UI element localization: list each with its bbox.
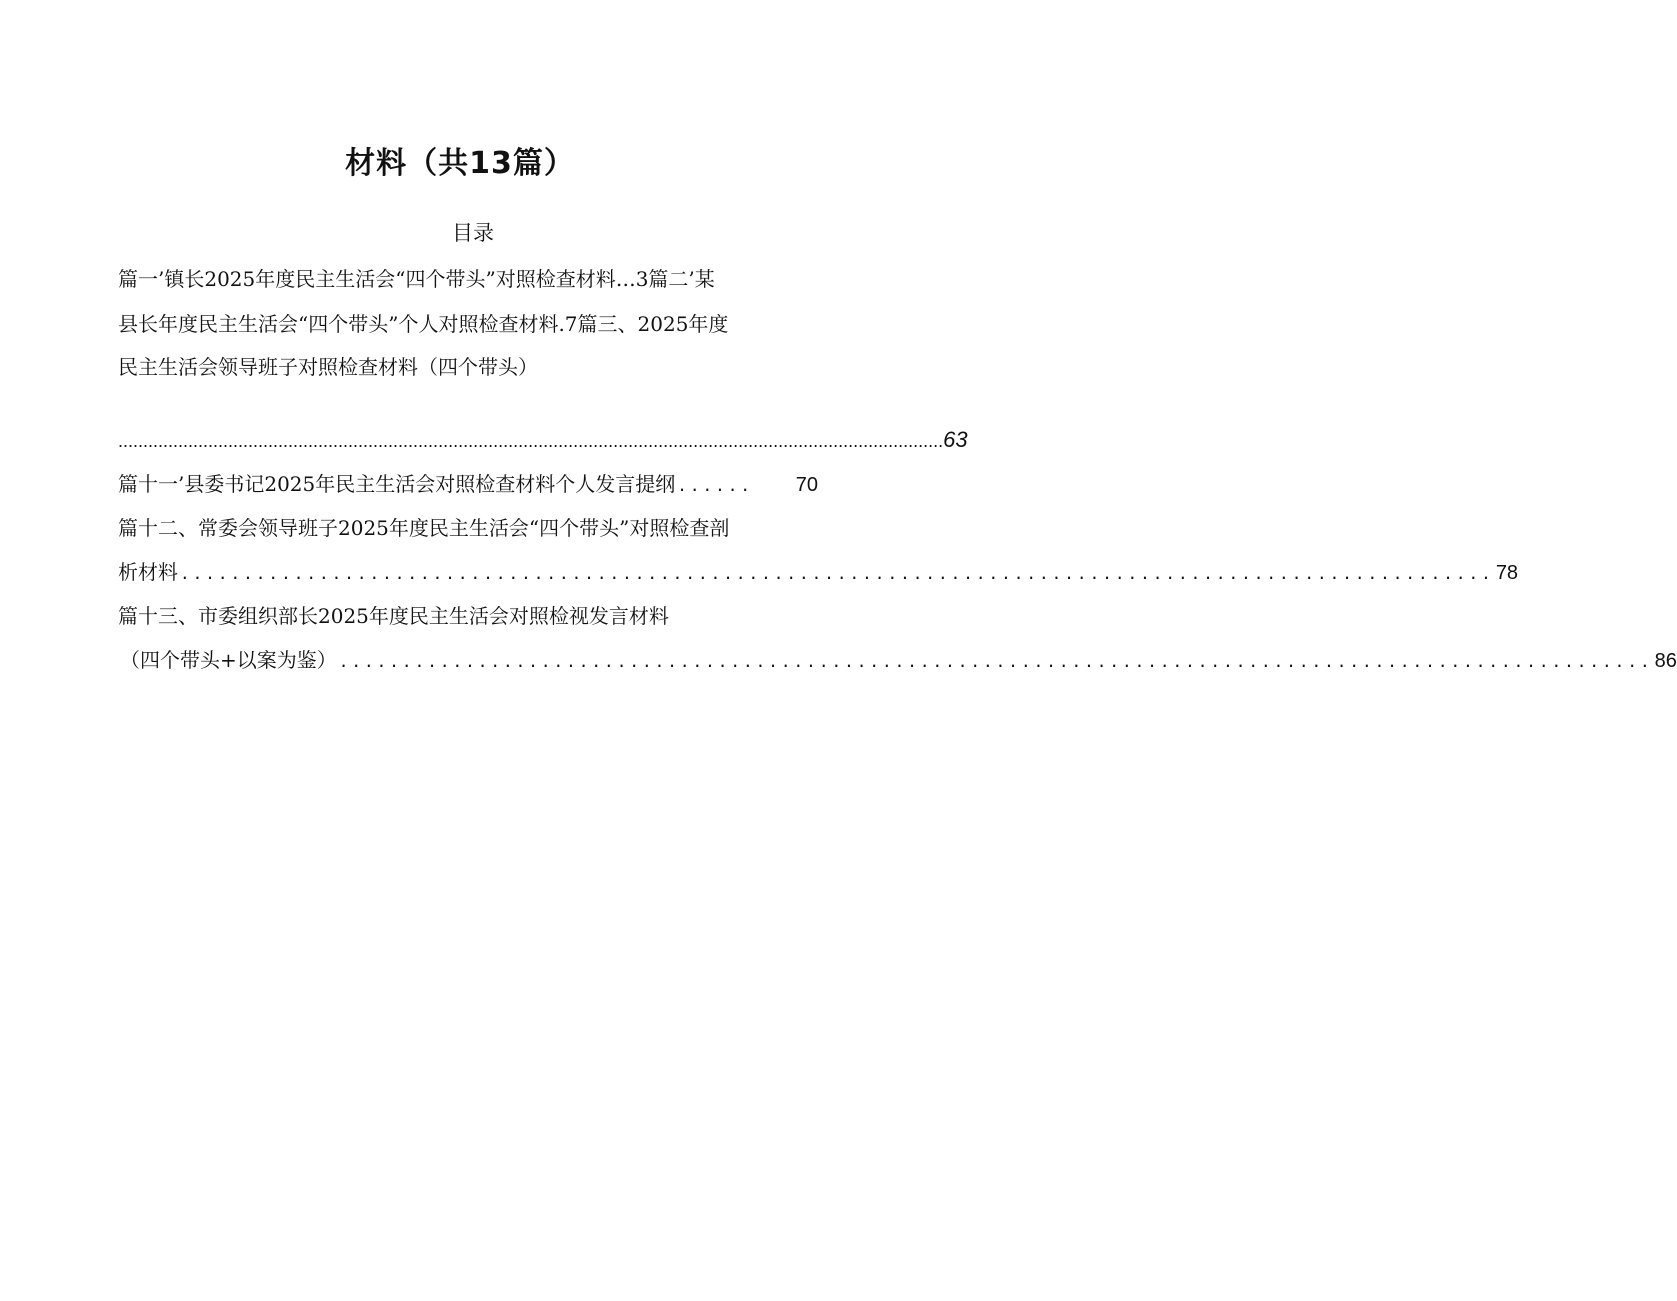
- dot-leader: ......: [677, 476, 754, 495]
- toc-block-page-number: 63: [943, 427, 968, 452]
- dot-leader: ........................................................................................................: [338, 652, 1653, 671]
- toc-entry-13-label-line-2: （四个带头+以案为鉴）: [120, 648, 337, 672]
- toc-block-line-3: 民主生活会领导班子对照检查材料（四个带头）: [118, 355, 538, 379]
- toc-entry-13-page: 86: [1654, 650, 1677, 672]
- toc-entry-13-line-1: 篇十三、市委组织部长2025年度民主生活会对照检视发言材料: [118, 604, 669, 628]
- toc-heading: 目录: [452, 221, 494, 245]
- toc-entry-12-leader-row: [118, 558, 1519, 588]
- toc-entry-11-page: 70: [795, 474, 818, 496]
- dot-leader: .....................................................................................................................................................................: [118, 431, 944, 451]
- toc-block-line-2: 县长年度民主生活会“四个带头”个人对照检查材料.7篇三、2025年度: [118, 312, 729, 336]
- dot-leader: ........................................................................................................: [180, 564, 1494, 583]
- toc-entry-12-line-1: 篇十二、常委会领导班子2025年度民主生活会“四个带头”对照检查剖: [118, 516, 730, 540]
- toc-entry-11-label: 篇十一’县委书记2025年民主生活会对照检查材料个人发言提纲: [118, 472, 676, 496]
- toc-block-leader-row: [118, 426, 968, 455]
- toc-entry-12-label-line-2: 析材料: [118, 560, 178, 584]
- toc-entry-12-page: 78: [1495, 562, 1519, 584]
- document-title: 材料（共13篇）: [345, 146, 575, 181]
- toc-block-line-1: 篇一’镇长2025年度民主生活会“四个带头”对照检查材料…3篇二’某: [118, 267, 715, 291]
- toc-entry-13-leader-row: [120, 646, 1677, 676]
- toc-entry-11: [118, 470, 818, 500]
